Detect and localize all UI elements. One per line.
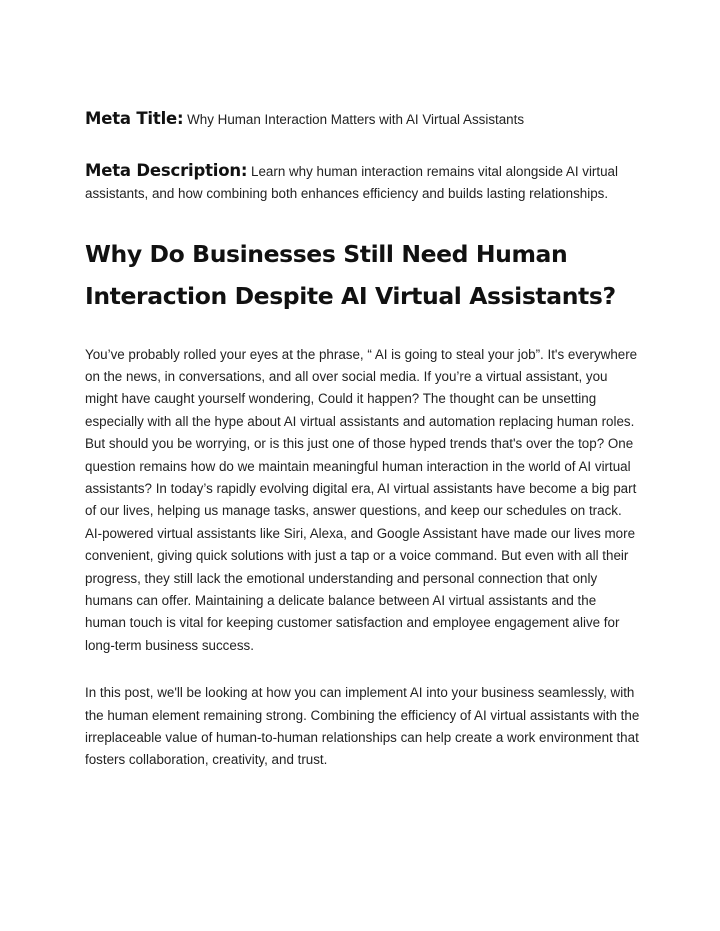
article-heading: Why Do Businesses Still Need Human Interaction Despite AI Virtual Assistants? [85, 239, 616, 310]
meta-description-value: Learn why human interaction remains vital alongside AI virtual assistants, and how combining both enhances efficiency and builds lasting relationships. [85, 163, 618, 201]
meta-description-label: Meta Description: [85, 160, 248, 180]
meta-description [85, 160, 640, 206]
body-paragraph-1: You’ve probably rolled your eyes at the phrase, “ AI is going to steal your job”. It's everywhere on the news, in conversations, and all over social media. If you’re a virtual assistant, you might have caught yourself wondering, Could it happen? The thought can be unsetting especially with all the hype about AI virtual assistants and automation replacing human roles. But should you be worrying, or is this just one of those hyped trends that's over the top? One question remains how do we maintain meaningful human interaction in the world of AI virtual assistants? In today’s rapidly evolving digital era, AI virtual assistants have become a big part of our lives, helping us manage tasks, answer questions, and keep our schedules on track. AI-powered virtual assistants like Siri, Alexa, and Google Assistant have made our lives more convenient, giving quick solutions with just a tap or a voice command. But even with all their progress, they still lack the emotional understanding and personal connection that only humans can offer. Maintaining a delicate balance between AI virtual assistants and the human touch is vital for keeping customer satisfaction and employee engagement alive for long-term business success. [85, 346, 638, 653]
meta-title [85, 108, 640, 132]
meta-title-label: Meta Title: [85, 109, 184, 128]
document-content [85, 108, 640, 772]
meta-title-value: Why Human Interaction Matters with AI Virtual Assistants [187, 112, 525, 127]
body-paragraph-2: In this post, we'll be looking at how you can implement AI into your business seamlessly, with the human element remaining strong. Combining the efficiency of AI virtual assistants with the irreplaceable value of human-to-human relationships can help create a work environment that fosters collaboration, creativity, and trust. [85, 685, 640, 768]
